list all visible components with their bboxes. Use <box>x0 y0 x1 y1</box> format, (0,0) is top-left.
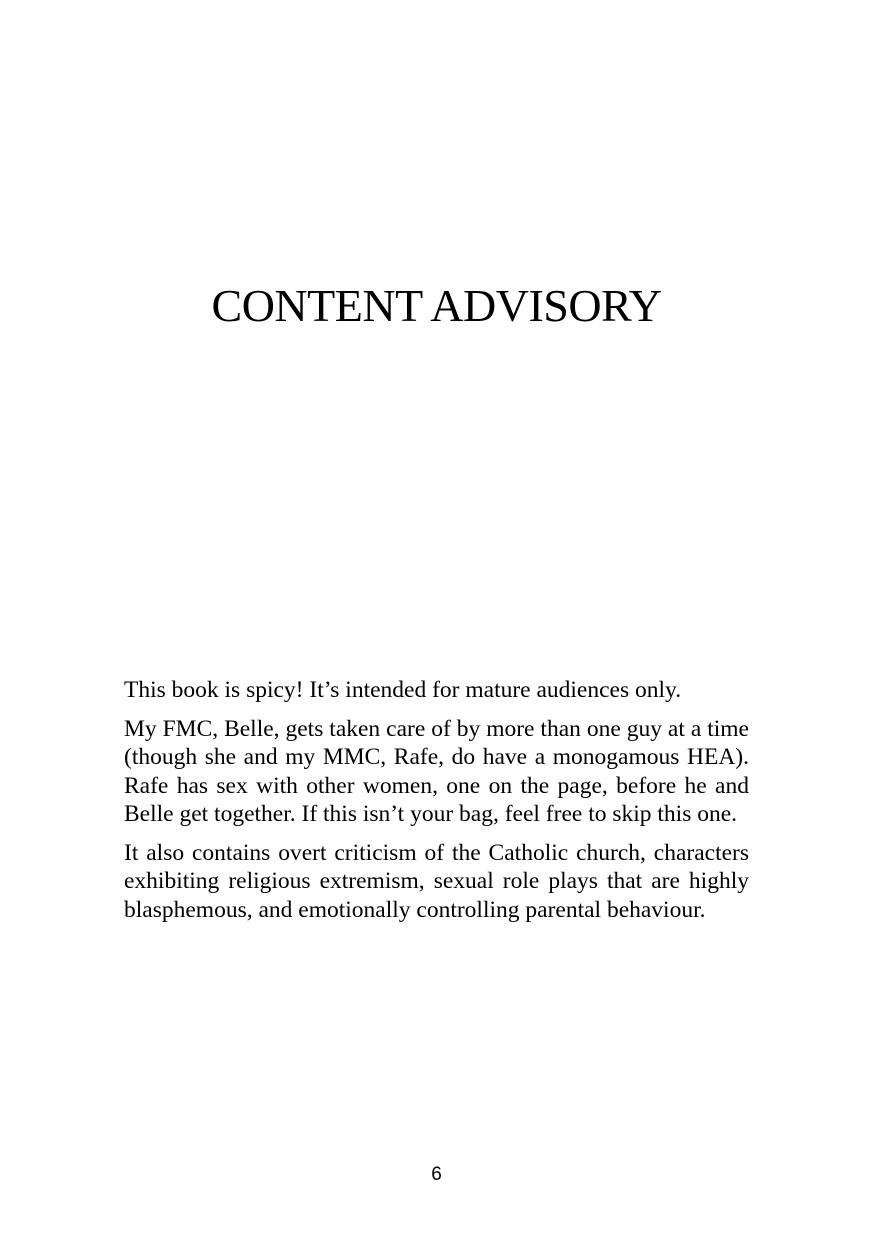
advisory-paragraph-1: This book is spicy! It’s intended for mature audiences only. <box>124 677 682 703</box>
advisory-paragraph-2: My FMC, Belle, gets taken care of by more than one guy at a time (though she and my MMC, Rafe, do have a monogamous HEA). Rafe has sex with other women, one on the page, before he and Belle get together. If this isn’t your bag, feel free to skip this one. <box>124 715 749 827</box>
advisory-paragraph-3: It also contains overt criticism of the Catholic church, characters exhibiting religious extremism, sexual role plays that are highly blasphemous, and emotionally controlling parental behaviour. <box>124 839 749 923</box>
page-title: CONTENT ADVISORY <box>211 280 662 331</box>
advisory-body <box>124 676 749 934</box>
page-number: 6 <box>431 1164 442 1185</box>
